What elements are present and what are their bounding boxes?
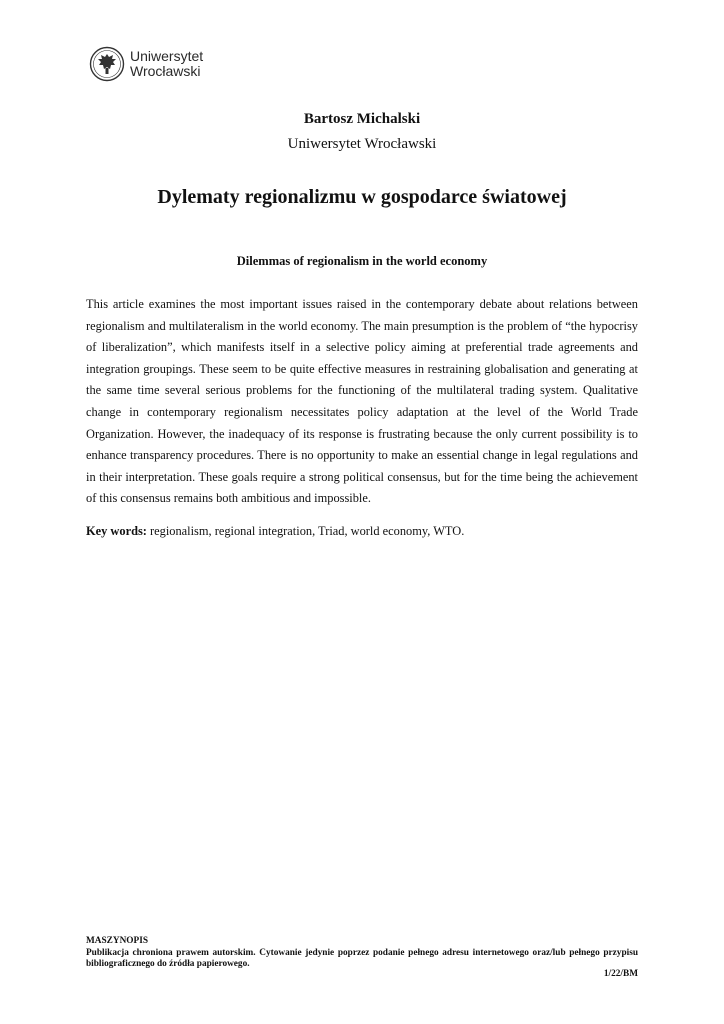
footer-heading: MASZYNOPIS [86,936,148,946]
keywords-label: Key words: [86,524,147,538]
logo-line-1: Uniwersytet [130,48,204,64]
author-name: Bartosz Michalski [303,111,421,127]
article-title: Dylematy regionalizmu w gospodarce światowej [157,186,567,208]
footer [86,936,638,971]
keywords-line [86,524,638,539]
author-affiliation: Uniwersytet Wrocławski [287,136,437,152]
article-subtitle: Dilemmas of regionalism in the world economy [236,254,488,268]
university-logo [89,46,203,82]
university-logo-text [130,49,203,79]
footer-copyright-notice: Publikacja chroniona prawem autorskim. Cytowanie jedynie poprzez podanie pełnego adresu internetowego oraz/lub pełnego przypisu bibliograficznego do źródła papierowego. [86,947,638,969]
document-code: 1/22/BM [603,969,638,979]
university-eagle-emblem-icon [89,46,125,82]
logo-line-2: Wrocławski [130,63,201,79]
abstract-paragraph: This article examines the most important issues raised in the contemporary debate about relations between regionalism and multilateralism in the world economy. The main presumption is the problem of “the hypocrisy of liberalization”, which manifests itself in a selective policy aiming at preferential trade agreements and integration groupings. These seem to be quite effective measures in restraining globalisation and generating at the same time several serious problems for the functioning of the multilateral trading system. Qualitative change in contemporary regionalism necessitates policy adaptation at the level of the World Trade Organization. However, the inadequacy of its response is frustrating because the only current possibility is to enhance transparency procedures. There is no opportunity to make an essential change in legal regulations and in their interpretation. These goals require a strong political consensus, but for the time being the achievement of this consensus remains both ambitious and impossible. [86,297,638,506]
keywords-value: regionalism, regional integration, Triad, world economy, WTO. [146,524,465,538]
